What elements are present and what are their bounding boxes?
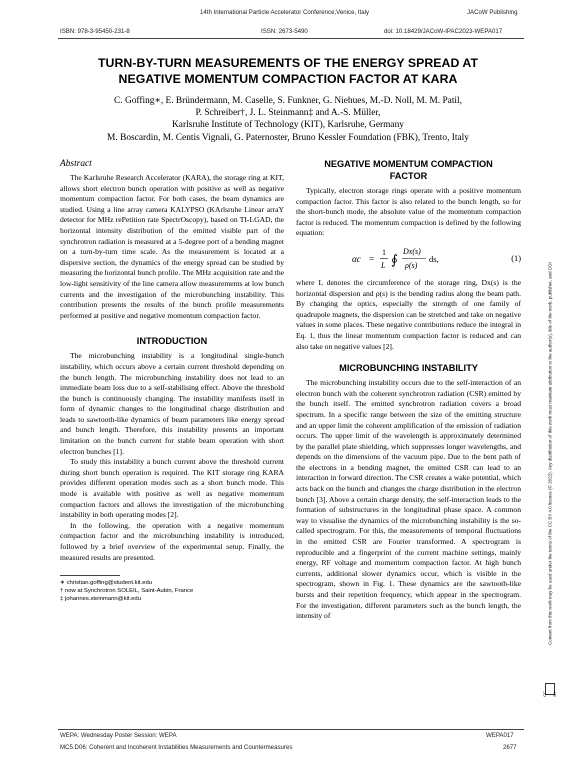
doi: doi: 10.18429/JACoW-IPAC2023-WEPA017 [384,28,503,35]
left-column [60,158,284,603]
right-column [296,158,521,622]
paper-id: WEPA017 [486,732,514,739]
abstract-text: The Karlsruhe Research Accelerator (KARA), the storage ring at KIT, allows short electron bunch operation with positive as well as negative momentum compaction factor. For both cases, the beam dynamics are studied. Using a line array camera KALYPSO (KArlsruhe Linear arraY detector for MHz rePetition rate SpectrOscopy), based on TI-LGAD, the horizontal intensity distribution of the emitted visible part of the synchrotron radiation is measured at a 5-degree port of a bending magnet on a turn-by-turn time scale. As the measurement is located at a dispersive section, the dynamics of the energy spread can be studied by measuring the horizontal bunch profile. The MHz acquisition rate and the low-light sensitivity of the line camera allow measurements at low bunch currents and the investigation of the microbunching instability. This contribution presents the results of the bunch profile measurements performed at positive and negative momentum compaction factor. [60,173,284,320]
paper-title [40,55,536,87]
title-line-1: TURN-BY-TURN MEASUREMENTS OF THE ENERGY SPREAD AT [97,56,479,70]
introduction-paragraph-1: The microbunching instability is a longitudinal single-bunch instability, which occurs above a certain current threshold depending on the bunch length. The microbunching instability does not lead to an immediate beam loss due to a self-stabilising effect. Above the threshold the bunch is continuously changing. The instability manifests itself in form of dynamic changes to the longitudinal charge distribution and leads to sawtooth-like dynamics of beam parameters like energy spread and bunch length. Therefore, this instability presents an important limitation on the bunch current for stable beam operation with short electron bunches [1]. [60,351,284,456]
topic-classification: MC5.D06: Coherent and Incoherent Instabilities Measurements and Countermeasures [60,744,293,751]
equation-1 [296,242,521,276]
eq-lhs: αc [352,253,361,264]
eq-tail: ds, [429,253,439,264]
equation-number: (1) [511,253,521,263]
footnote-affiliation: † now at Synchrotron SOLEIL, Saint-Aubin, France [60,588,194,595]
session-name: WEPA: Wednesday Poster Session: WEPA [60,732,177,739]
nmc-heading-line-2: FACTOR [389,171,428,181]
eq-equals: = [369,253,375,264]
footnote-email: ∗ christian.goffing@student.kit.edu [60,580,153,587]
footer-rule [58,729,524,730]
conference-name: 14th International Particle Accelerator Conference,Venice, Italy [200,9,370,16]
microbunching-paragraph-1: The microbunching instability occurs due to the self-interaction of an electron bunch with the coherent synchrotron radiation (CSR) emitted by the bunch itself. The emitted synchrotron radiation covers a broad spectrum. In a specific range between the size of the emitting structure and an upper limit the coherent amplification of the emission of radiation occurs. The upper limit of the wavelength is approximately determined by the parallel plate shielding, which suppresses longer wavelengths, and depends on the dimensions of the vacuum pipe. Due to the bent path of the electrons in a bending magnet, the emitted CSR can lead to an interaction in forward direction. The CSR creates a wake potential, which acts back on the bunch and changes the charge distribution in the electron bunch [3]. Above a certain charge density, the self-interaction leads to the formation of substructures in the longitudinal phase space. A common way to visualise the dynamics of the microbunching instability is the so-called spectrogram. For this, the measurements of temporal fluctuations in the emitted CSR are Fourier transformed. A spectrogram is reproducible and a fingerprint of the current machine settings, mainly energy, RF voltage and momentum compaction factor. At high bunch currents, additional slower dynamics occur, which is visible in the spectrogram, shown in Fig. 1. These dynamics are the sawtooth-like bursts and their repetition frequency, which appear in the spectrogram. For the investigation, different parameters such as the bunch length, the intensity of [296,378,521,621]
author-line-2: P. Schreiber†, J. L. Steinmann‡ and A.-S. Müller, [195,108,381,119]
author-block [40,95,536,144]
affiliation-2: M. Boscardin, M. Centis Vignali, G. Paternoster, Bruno Kessler Foundation (FBK), Trento, Italy [107,132,469,143]
affiliation-1: Karlsruhe Institute of Technology (KIT), Karlsruhe, Germany [172,120,404,131]
footnote-rule [60,575,120,576]
license-sidebar [546,100,554,710]
page-number: 2677 [503,744,517,751]
author-line-1: C. Goffing∗, E. Bründermann, M. Caselle, S. Funkner, G. Niehues, M.-D. Noll, M. M. Patil, [114,96,462,106]
eq-frac1-den: L [381,260,386,270]
introduction-heading: INTRODUCTION [136,336,208,347]
eq-frac1-num: 1 [382,247,386,257]
microbunching-heading: MICROBUNCHING INSTABILITY [339,363,478,374]
header-rule [58,38,524,39]
eq-integral: ∮ [391,252,398,268]
footnote-email-2: ‡ johannes.steinmann@kit.edu [60,596,141,603]
cc-license-icon [542,683,557,697]
cc-badge-label: CC BY [542,691,557,697]
eq-frac2-num: Dx(s) [403,246,421,256]
introduction-paragraph-3: In the following, the operation with a negative momentum compaction factor and the microbunching instability is introduced, followed by a brief overview of the experimental setup. Finally, the measured results are presented. [60,520,284,562]
equation-graphic [352,242,502,276]
nmc-heading-line-1: NEGATIVE MOMENTUM COMPACTION [324,159,493,169]
nmc-paragraph-2: where L denotes the circumference of the storage ring, Dx(s) is the horizontal dispersion and ρ(s) is the bending radius along the beam path. By changing the optics, especially the strength of one family of quadrupole magnets, the dispersion can be stretched and take on negative values in some places. These negative contributions reduce the integral in Eq. 1, thus the linear momentum compaction factor is reduced and can also take on negative values [2]. [296,277,521,351]
title-line-2: NEGATIVE MOMENTUM COMPACTION FACTOR AT KARA [118,72,458,86]
abstract-heading: Abstract [60,159,92,169]
license-text: Content from this work may be used under the terms of the CC BY 4.0 licence (© 2022). Any distribution of this work must maintain attribution to the author(s), title of the work, publisher, and DOI [547,262,553,645]
introduction-paragraph-2: To study this instability a bunch current above the threshold current during short bunch operation is required. The KIT storage ring KARA provides different operation modes such as a short bunch mode. This mode is available with positive as well as negative momentum compaction factors and allows the investigation of the microbunching instability in both operating modes [2]. [60,457,284,520]
nmc-heading [296,158,521,182]
nmc-paragraph-1: Typically, electron storage rings operate with a positive momentum compaction factor. This factor is also related to the bunch length, so for the short-bunch mode, the absolute value of the momentum compaction factor is reduced. The momentum compaction is defined by the following equation: [296,186,521,238]
issn: ISSN: 2673-5490 [261,28,308,35]
publisher: JACoW Publishing [467,9,518,16]
isbn: ISBN: 978-3-95450-231-8 [60,28,130,35]
eq-frac2-den: ρ(s) [405,260,418,270]
